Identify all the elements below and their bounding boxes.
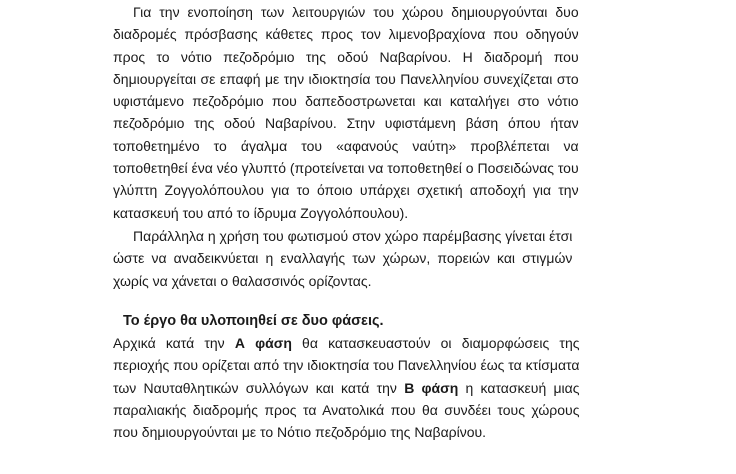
text-line: που δημιουργούνται με το Νότιο πεζοδρόμιο της Ναβαρίνου. bbox=[113, 424, 487, 441]
text-line: προς το νότιο πεζοδρόμιο της οδού Ναβαρίνου. Η διαδρομή που bbox=[113, 48, 579, 65]
text-line bbox=[113, 377, 579, 399]
text-line: Για την ενοποίηση των λειτουργιών του χώρου δημιουργούνται δυο bbox=[133, 4, 579, 20]
text-fragment: θα κατασκευαστούν οι διαμορφώσεις της bbox=[291, 335, 580, 351]
text-line: ώστε να αναδεικνύεται η εναλλαγής των χώρων, πορειών και στιγμών bbox=[113, 250, 573, 267]
paragraph-access-routes bbox=[113, 1, 579, 224]
text-line: τοποθετημένο το άγαλμα του «αφανούς ναύτη» προβλέπεται να bbox=[113, 137, 579, 154]
paragraph-lighting bbox=[113, 225, 572, 292]
text-fragment: η κατασκευή μιας bbox=[458, 379, 580, 396]
text-line bbox=[113, 332, 579, 354]
phase-a-label: Α φάση bbox=[234, 335, 292, 351]
text-line: τοποθετηθεί ένα νέο γλυπτό (προτείνεται να τοποθετηθεί ο Ποσειδώνας του bbox=[113, 160, 579, 177]
text-line: Παράλληλα η χρήση του φωτισμού στον χώρο παρέμβασης γίνεται έτσι bbox=[133, 228, 573, 244]
text-line: υφιστάμενο πεζοδρόμιο που δαπεδοστρωνεται και καταλήγει στο νότιο bbox=[113, 93, 579, 110]
text-line: διαδρομές πρόσβασης κάθετες προς τον λιμενοβραχίονα που οδηγούν bbox=[113, 26, 579, 43]
text-line: χωρίς να χάνεται ο θαλασσινός ορίζοντας. bbox=[113, 272, 372, 289]
phase-b-label: Β φάση bbox=[404, 379, 459, 396]
text-line: πεζοδρόμιο της οδού Ναβαρίνου. Στην υφιστάμενη βάση όπου ήταν bbox=[113, 115, 579, 132]
paragraph-phases bbox=[113, 332, 579, 443]
text-line: κατασκευή του από το ίδρυμα Ζογγολόπουλου). bbox=[113, 204, 409, 221]
text-line: παραλιακής διαδρομής προς τα Ανατολικά που θα συνδέει τους χώρους bbox=[113, 401, 580, 418]
section-heading-phases: Το έργο θα υλοποιηθεί σε δυο φάσεις. bbox=[123, 313, 384, 329]
text-fragment: Αρχικά κατά την bbox=[113, 335, 235, 351]
text-line: γλύπτη Ζογγολόπουλου για το όποιο υπάρχει σχετική αποδοχή για την bbox=[113, 182, 579, 199]
text-line: περιοχής που ορίζεται από την ιδιοκτησία του Πανελληνίου έως τα κτίσματα bbox=[113, 357, 580, 374]
text-fragment: των Ναυταθλητικών συλλόγων και κατά την bbox=[113, 379, 405, 396]
text-line: δημιουργείται σε επαφή με την ιδιοκτησία του Πανελληνίου συνεχίζεται στο bbox=[113, 70, 579, 87]
